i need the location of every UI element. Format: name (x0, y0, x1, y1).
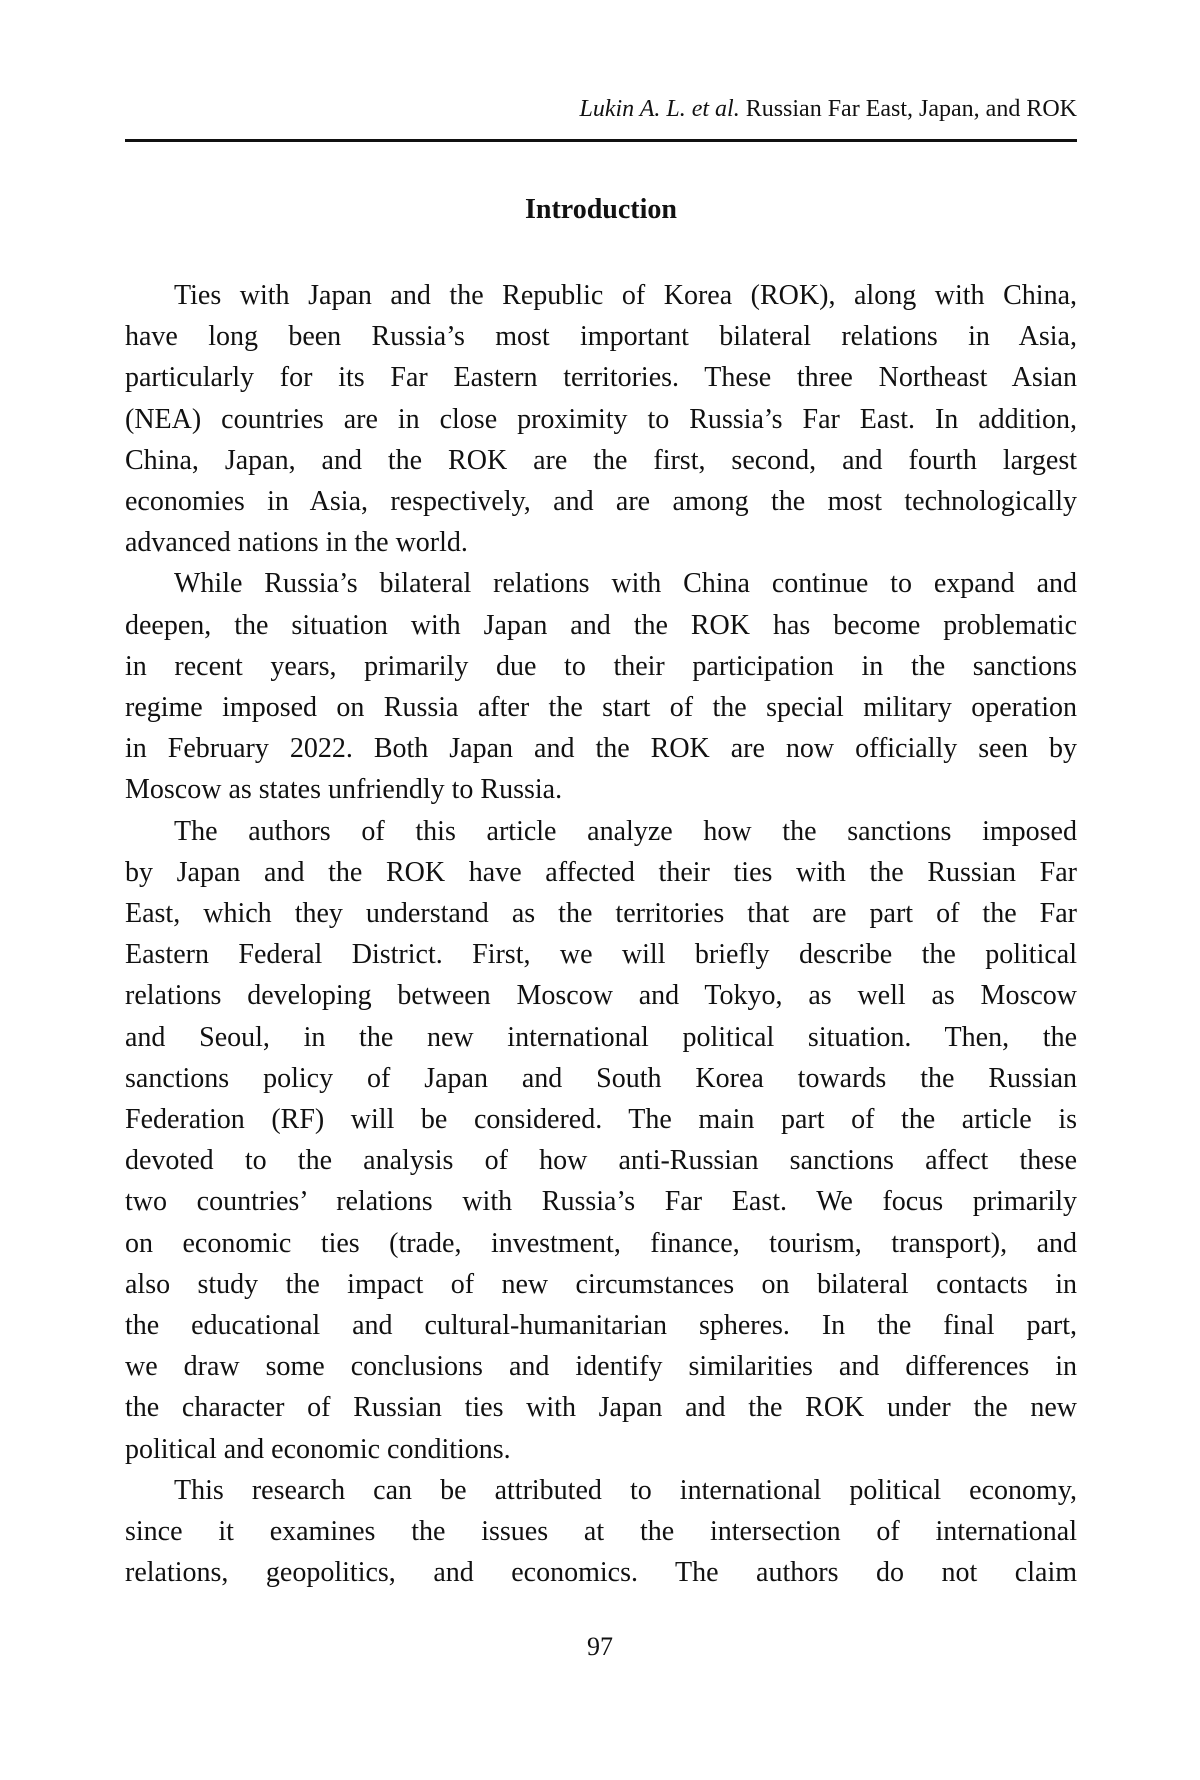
text-line: China, Japan, and the ROK are the first, second, and fourth largest (125, 444, 1077, 476)
text-line: deepen, the situation with Japan and the ROK has become problematic (125, 609, 1077, 641)
text-line: and Seoul, in the new international political situation. Then, the (125, 1021, 1077, 1053)
header-title: Russian Far East, Japan, and ROK (745, 96, 1077, 122)
text-line: particularly for its Far Eastern territories. These three Northeast Asian (125, 362, 1077, 394)
paragraph (125, 563, 1077, 810)
body-text (125, 275, 1077, 1594)
text-line: advanced nations in the world. (125, 527, 468, 559)
header-authors: Lukin A. L. et al. (579, 96, 740, 122)
section-heading: Introduction (525, 194, 677, 225)
text-line: also study the impact of new circumstances on bilateral contacts in (125, 1268, 1077, 1300)
text-line: Federation (RF) will be considered. The main part of the article is (125, 1104, 1077, 1136)
text-line: While Russia’s bilateral relations with China continue to expand and (174, 568, 1077, 600)
paragraph (125, 1470, 1077, 1594)
page-number: 97 (587, 1632, 613, 1661)
text-line: economies in Asia, respectively, and are among the most technologically (125, 486, 1077, 518)
text-line: we draw some conclusions and identify similarities and differences in (125, 1351, 1077, 1383)
text-line: sanctions policy of Japan and South Korea towards the Russian (125, 1062, 1077, 1094)
text-line: relations, geopolitics, and economics. The authors do not claim (125, 1557, 1077, 1589)
text-line: East, which they understand as the territories that are part of the Far (125, 898, 1077, 930)
text-line: since it examines the issues at the intersection of international (125, 1516, 1077, 1548)
text-line: the educational and cultural-humanitarian spheres. In the final part, (125, 1310, 1077, 1342)
text-line: on economic ties (trade, investment, finance, tourism, transport), and (125, 1227, 1077, 1259)
text-line: (NEA) countries are in close proximity to Russia’s Far East. In addition, (125, 403, 1077, 435)
header-rule (125, 139, 1077, 142)
text-line: devoted to the analysis of how anti-Russian sanctions affect these (125, 1145, 1077, 1177)
text-line: This research can be attributed to international political economy, (174, 1474, 1077, 1506)
paragraph (125, 275, 1077, 563)
text-line: relations developing between Moscow and Tokyo, as well as Moscow (125, 980, 1077, 1012)
text-line: in February 2022. Both Japan and the ROK are now officially seen by (125, 733, 1077, 765)
text-line: Ties with Japan and the Republic of Korea (ROK), along with China, (174, 280, 1077, 311)
text-line: Moscow as states unfriendly to Russia. (125, 774, 563, 806)
text-line: political and economic conditions. (125, 1433, 511, 1465)
text-line: in recent years, primarily due to their participation in the sanctions (125, 650, 1077, 682)
text-line: by Japan and the ROK have affected their ties with the Russian Far (125, 856, 1077, 888)
text-line: the character of Russian ties with Japan and the ROK under the new (125, 1392, 1077, 1424)
paragraph (125, 811, 1077, 1470)
text-line: Eastern Federal District. First, we will briefly describe the political (125, 939, 1077, 971)
text-line: have long been Russia’s most important bilateral relations in Asia, (125, 321, 1077, 353)
text-line: two countries’ relations with Russia’s Far East. We focus primarily (125, 1186, 1077, 1218)
running-header (125, 96, 1077, 123)
text-line: regime imposed on Russia after the start of the special military operation (125, 692, 1077, 724)
text-line: The authors of this article analyze how the sanctions imposed (174, 815, 1077, 847)
